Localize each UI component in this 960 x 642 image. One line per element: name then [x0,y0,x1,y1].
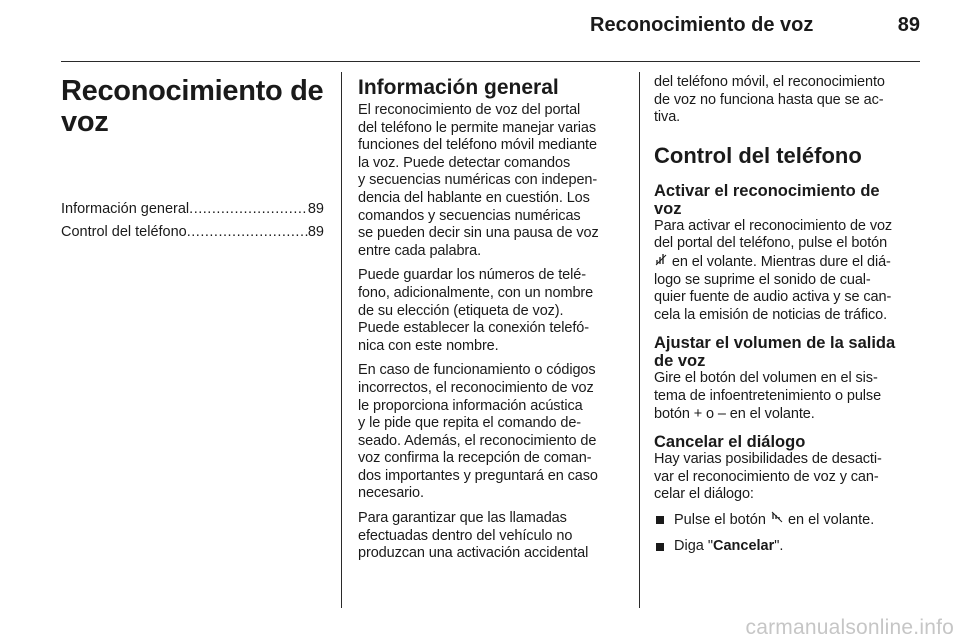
paragraph-continuation: del teléfono móvil, el reconocimiento de voz no funciona hasta que se ac- tiva. [654,74,885,126]
chapter-column [61,76,324,244]
keyword-cancel: Cancelar [713,537,775,554]
toc-leader-dots [189,198,308,221]
section-heading: Control del teléfono [654,142,862,168]
voice-recognition-icon [654,253,668,271]
subsection-heading: Cancelar el diálogo [654,433,806,452]
paragraph: Para garantizar que las llamadas efectuadas dentro del vehículo no produzcan una activación accidental [358,510,589,562]
bullet-square-icon [656,516,664,524]
column-divider-1 [341,72,342,608]
paragraph: El reconocimiento de voz del portal del teléfono le permite manejar varias funciones del teléfono móvil mediante la voz. Puede detectar comandos y secuencias numéricas con indepen- dencia del hablante en cuestión. Los comandos y secuencias numéricas se pueden decir sin una pausa de voz entre cada palabra. [358,102,599,259]
toc-entry-label: Control del teléfono [61,224,187,240]
page-number: 89 [897,14,920,36]
subsection-heading: Activar el reconocimiento de voz [654,181,880,218]
subsection-heading: Ajustar el volumen de la salida de voz [654,334,896,371]
paragraph: En caso de funcionamiento o códigos incorrectos, el reconocimiento de voz le proporciona información acústica y le pide que repita el comando de- seado. Además, el reconocimiento de voz confirma la recepción de coman- dos importantes y preguntará en caso necesario. [358,362,598,502]
bullet-square-icon [656,543,664,551]
list-item: Diga "Cancelar". [654,538,922,556]
phone-control-column [654,74,922,563]
header-divider [61,61,920,62]
toc-entry-page: 89 [307,224,324,240]
paragraph: Para activar el reconocimiento de voz del portal del teléfono, pulse el botón en el volante. Mientras dure el diá- logo se suprime el sonido de cual- quier fuente de audio activa y se can- cela la emisión de noticias de tráfico. [654,217,893,323]
general-info-column [358,76,623,570]
paragraph: Puede guardar los números de telé- fono, adicionalmente, con un nombre de su elección (etiqueta de voz). Puede establecer la conexión telefó- nica con este nombre. [358,267,594,354]
chapter-title: Reconocimiento de voz [61,75,324,138]
paragraph: Hay varias posibilidades de desacti- var el reconocimiento de voz y can- celar el diálogo: [654,451,882,503]
watermark: carmanualsonline.info [745,616,954,639]
running-header-title: Reconocimiento de voz [590,14,814,36]
bullet-list [654,511,922,555]
section-heading: Información general [358,76,559,99]
toc-entry[interactable] [61,198,324,221]
toc-entry-page: 89 [307,201,324,217]
paragraph: Gire el botón del volumen en el sis- tema de infoentretenimiento o pulse botón + o – en el volante. [654,370,882,422]
hangup-icon [770,511,784,529]
list-item: Pulse el botón en el volante. [654,511,922,530]
column-divider-2 [639,72,640,608]
toc-leader-dots [187,221,308,244]
toc-entry[interactable] [61,221,324,244]
toc-entry-label: Información general [61,201,190,217]
